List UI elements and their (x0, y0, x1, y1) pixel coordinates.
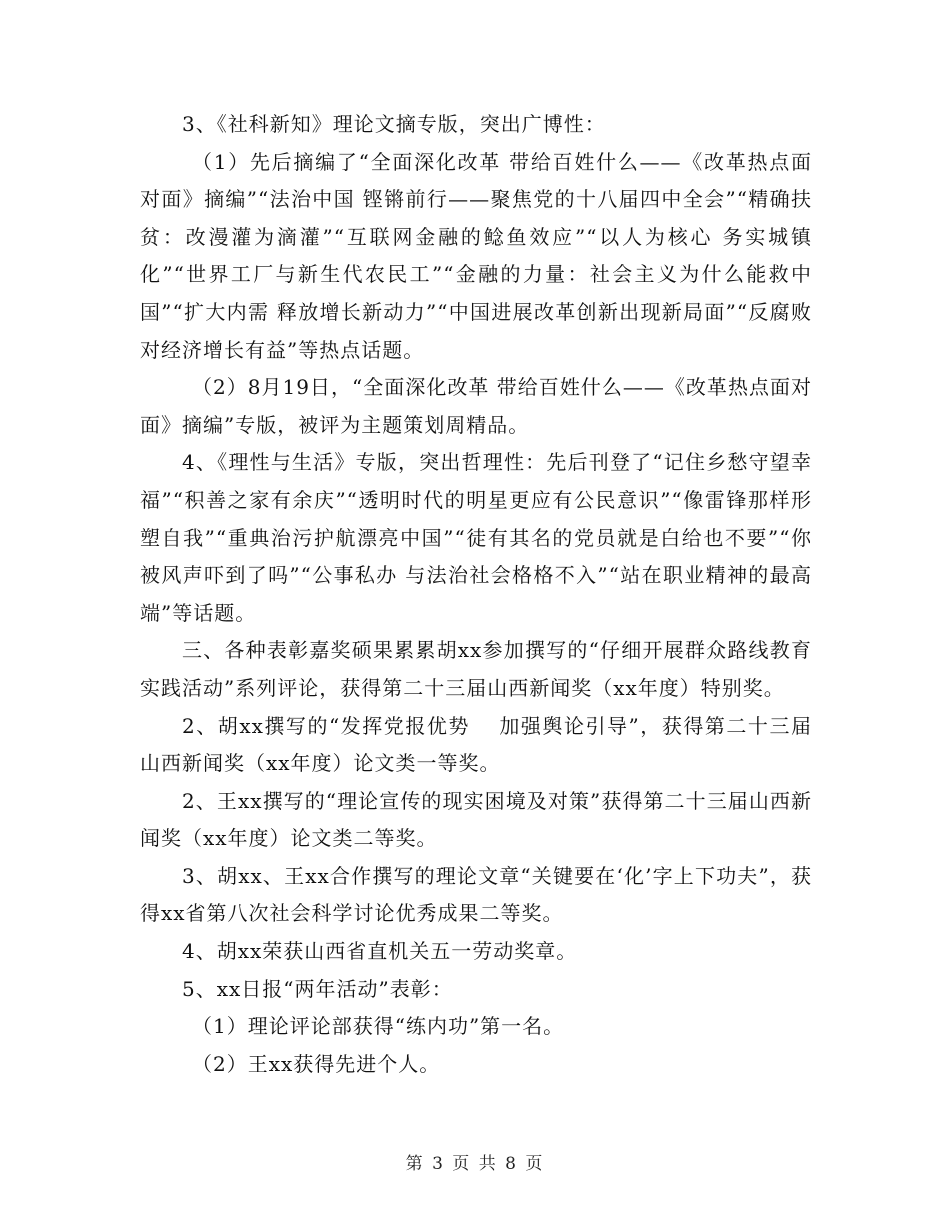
paragraph-award-5: 5、xx日报“两年活动”表彰： (182, 976, 453, 1001)
document-body (140, 106, 812, 1083)
paragraph-award-2a: 2、胡xx撰写的“发挥党报优势 加强舆论引导”，获得第二十三届山西新闻奖（xx年度）论文类一等奖。 (140, 713, 812, 776)
paragraph-item-2: （2）8月19日，“全面深化改革 带给百姓什么——《改革热点面对面》摘编”专版，被评为主题策划周精品。 (140, 375, 812, 437)
paragraph-award-3: 3、胡xx、王xx合作撰写的理论文章“关键要在‘化’字上下功夫”，获得xx省第八次社会科学讨论优秀成果二等奖。 (140, 863, 812, 926)
paragraph-award-5-item-1: （1）理论评论部获得“练内功”第一名。 (192, 1014, 565, 1039)
page-number-footer: 第 3 页 共 8 页 (405, 1154, 545, 1174)
paragraph-award-4: 4、胡xx荣获山西省直机关五一劳动奖章。 (182, 939, 578, 964)
paragraph-award-5-item-2: （2）王xx获得先进个人。 (192, 1051, 441, 1076)
paragraph-section-4: 4、《理性与生活》专版，突出哲理性：先后刊登了“记住乡愁守望幸福”“积善之家有余庆”“透明时代的明星更应有公民意识”“像雷锋那样形塑自我”“重典治污护航漂亮中国”“徒有其名的党员就是白给也不要”“你被风声吓到了吗”“公事私办 与法治社会格格不入”“站在职业精神的最高端”等话题。 (140, 450, 812, 625)
paragraph-awards-intro: 三、各种表彰嘉奖硕果累累胡xx参加撰写的“仔细开展群众路线教育实践活动”系列评论，获得第二十三届山西新闻奖（xx年度）特别奖。 (140, 638, 812, 700)
paragraph-award-2b: 2、王xx撰写的“理论宣传的现实困境及对策”获得第二十三届山西新闻奖（xx年度）论文类二等奖。 (140, 788, 812, 851)
paragraph-section-3-heading: 3、《社科新知》理论文摘专版，突出广博性： (182, 112, 606, 136)
paragraph-item-1: （1）先后摘编了“全面深化改革 带给百姓什么——《改革热点面对面》摘编”“法治中国 铿锵前行——聚焦党的十八届四中全会”“精确扶贫：改漫灌为滴灌”“互联网金融的鲶鱼效应”“以人为核心 务实城镇化”“世界工厂与新生代农民工”“金融的力量：社会主义为什么能救中国”“扩大内需 释放增长新动力”“中国进展改革创新出现新局面”“反腐败对经济增长有益”等热点话题。 (140, 149, 812, 362)
